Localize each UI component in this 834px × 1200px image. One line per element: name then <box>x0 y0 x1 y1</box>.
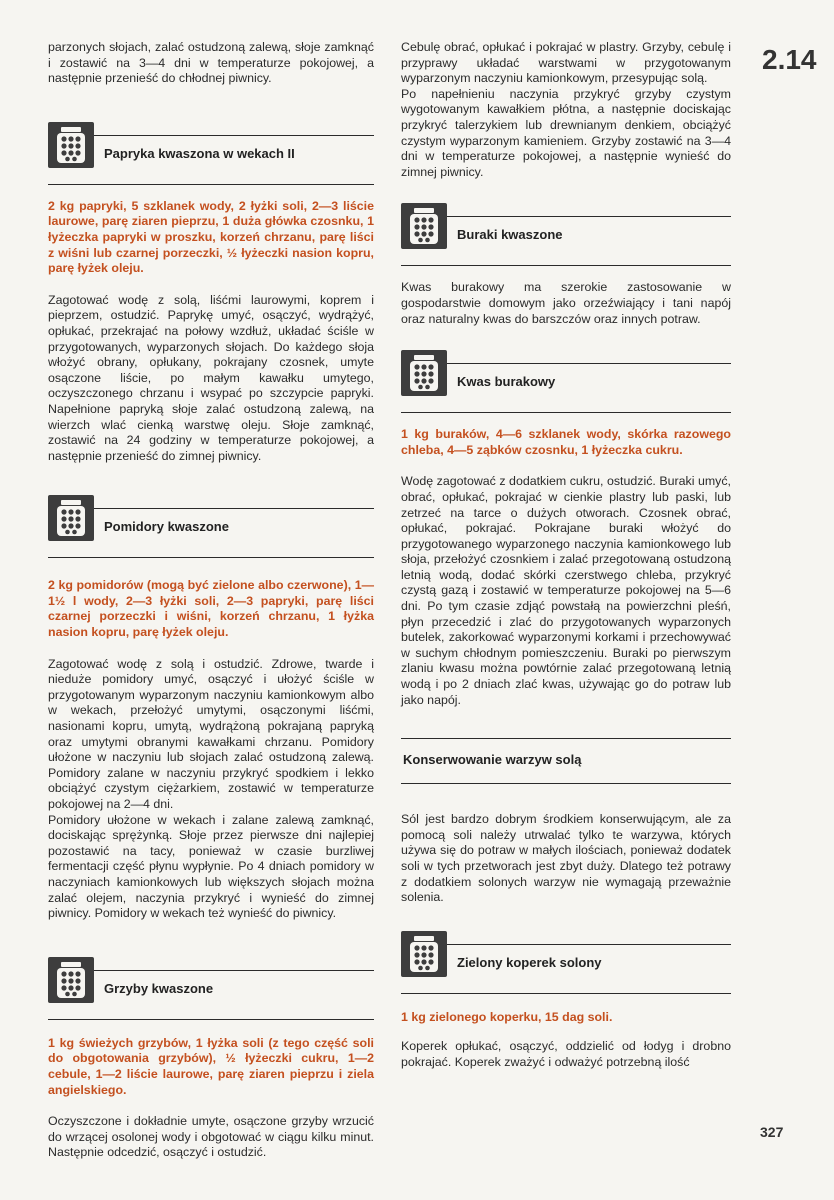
jar-icon <box>401 203 447 249</box>
right-column <box>401 40 731 1071</box>
section-header-grzyby <box>48 970 374 1020</box>
paragraph: Po napełnieniu naczynia przykryć grzyby czystym wygotowanym kawałkiem płótna, a następnie dociskając przykryć talerzykiem lub drewnianym denkiem, obciążyć czystym wyparzonym kamieniem. Grzyby zostawić na 3—4 dni w temperaturze pokojowej, a następnie wynieść do zimnej piwnicy. <box>401 86 731 179</box>
section-title: Zielony koperek solony <box>457 954 602 970</box>
ingredients: 2 kg papryki, 5 szklanek wody, 2 łyżki soli, 2—3 liście laurowe, parę ziaren pieprzu, 1 duża główka czosnku, 1 łyżeczka papryki w proszku, korzeń chrzanu, parę liści z wiśni lub czarnej porzeczki, ½ łyżeczki nasion kopru, parę łyżek oleju. <box>48 198 374 276</box>
section-title: Konserwowanie warzyw solą <box>403 752 582 768</box>
paragraph: Zagotować wodę z solą, liśćmi laurowymi, koprem i pieprzem, ostudzić. Paprykę umyć, osączyć, wydrążyć, opłukać, przekrajać na połowy wzdłuż, układać ściśle w przygotowanych, wyparzonych słojach. Do każdego słoja włożyć obrany, opłukany, pokrajany czosnek, umyte osączone liście, po małym kawałku umytego, oczyszczonego chrzanu i wsypać po szczypcie papryki. Napełnione papryką słoje zalać ostudzoną zalewą, na wierzch wlać cienką warstwę oleju. Słoje zamknąć, zostawić na 24 godziny w temperaturze pokojowej, a następnie przenieść do zimnej piwnicy. <box>48 292 374 463</box>
section-title: Grzyby kwaszone <box>104 980 214 996</box>
paragraph: Pomidory ułożone w wekach i zalane zalewą zamknąć, dociskając sprężynką. Słoje przez pierwsze dni najlepiej pozostawić na tacy, ponieważ w czasie burzliwej fermentacji część płynu wypłynie. Po 4 dniach pomidory w naczyniach kamionkowych lub większych słojach można zalać olejem, naczynia przykryć i wynieść do zimnej piwnicy. Pomidory w wekach też wynieść do piwnicy. <box>48 812 374 921</box>
left-column <box>48 40 374 1161</box>
jar-icon <box>48 495 94 541</box>
section-header-konserwowanie <box>401 738 731 784</box>
ingredients: 1 kg świeżych grzybów, 1 łyżka soli (z tego część soli do obgotowania grzybów), ½ łyżeczki cukru, 1—2 cebule, 1—2 liście laurowe, parę ziaren pieprzu i ziela angielskiego. <box>48 1035 374 1097</box>
ingredients: 2 kg pomidorów (mogą być zielone albo czerwone), 1—1½ l wody, 2—3 łyżki soli, 2—3 papryki, parę liści czarnej porzeczki i wiśni, korzeń chrzanu, 1 łyżka nasion kopru, parę łyżek oleju. <box>48 578 374 640</box>
paragraph: Kwas burakowy ma szerokie zastosowanie w gospodarstwie domowym jako orzeźwiający i tani napój oraz naturalny kwas do barszczów oraz innych potraw. <box>401 280 731 326</box>
section-header-papryka <box>48 135 374 185</box>
chapter-number: 2.14 <box>762 44 817 75</box>
paragraph: Zagotować wodę z solą i ostudzić. Zdrowe, twarde i nieduże pomidory umyć, osączyć i ułożyć ściśle w przygotowanym wyparzonym naczyniu kamionkowym albo w wekach, przełożyć umytymi, osączonymi liśćmi, nasionami kopru, umytą, wydrążoną pokrajaną papryką oraz umytymi obranymi kawałkami chrzanu. Pomidory ułożone w naczyniu lub słojach zalać ostudzoną zalewą. Pomidory zalane w naczyniu przykryć spodkiem i lekko obciążyć czystym ciężarkiem, zostawić w temperaturze pokojowej na 2—4 dni. <box>48 656 374 811</box>
paragraph: Wodę zagotować z dodatkiem cukru, ostudzić. Buraki umyć, obrać, opłukać, pokrajać w cienkie plastry lub paski, lub zetrzeć na tarce o dużych otworach. Czosnek obrać, opłukać, pokrajać. Pokrajane buraki włożyć do przygotowanego wyparzonego naczynia kamionkowego lub słoja, przełożyć czosnkiem i zalać przegotowaną ostudzoną letnią wodą, dodać skórki czerstwego chleba, przykryć czystą gazą i zostawić w temperaturze pokojowej na 5—6 dni. Po tym czasie zdjąć powstałą na powierzchni pleśń, płyn przecedzić i zlać do przygotowanych wyparzonych butelek, zakorkować wyparzonymi korkami i przechowywać w suchym chłodnym pomieszczeniu. Buraki po pierwszym zlaniu kwasu można powtórnie zalać przegotowaną letnią wodą i po 2 dniach zlać kwas, używając go do potraw lub jako napój. <box>401 474 731 707</box>
section-header-pomidory <box>48 508 374 558</box>
paragraph: Sól jest bardzo dobrym środkiem konserwującym, ale za pomocą soli należy utrwalać tylko te warzywa, których używa się do potraw w małych ilościach, ponieważ dodatek soli w tych przetworach jest zbyt duży. Dlatego też potrawy z dodatkiem solonych warzyw nie wymagają przeważnie solenia. <box>401 812 731 905</box>
jar-icon <box>48 122 94 168</box>
section-title: Pomidory kwaszone <box>104 519 229 535</box>
section-title: Buraki kwaszone <box>457 227 563 243</box>
jar-icon <box>401 931 447 977</box>
section-header-koperek <box>401 944 731 994</box>
ingredients: 1 kg zielonego koperku, 15 dag soli. <box>401 1009 613 1024</box>
section-title: Papryka kwaszona w wekach II <box>104 145 295 161</box>
section-header-kwas <box>401 363 731 413</box>
paragraph: Oczyszczone i dokładnie umyte, osączone grzyby wrzucić do wrzącej osolonej wody i obgotować w ciągu kilku minut. Następnie odcedzić, osączyć i ostudzić. <box>48 1114 374 1160</box>
jar-icon <box>401 350 447 396</box>
section-title: Kwas burakowy <box>457 374 556 390</box>
page-number: 327 <box>760 1124 784 1140</box>
paragraph: Cebulę obrać, opłukać i pokrajać w plastry. Grzyby, cebulę i przyprawy układać warstwami w przygotowanym wyparzonym naczyniu kamionkowym, przesypując solą. <box>401 40 731 86</box>
jar-icon <box>48 957 94 1003</box>
paragraph: Koperek opłukać, osączyć, oddzielić od łodyg i drobno pokrajać. Koperek zważyć i odważyć potrzebną ilość <box>401 1039 731 1069</box>
ingredients: 1 kg buraków, 4—6 szklanek wody, skórka razowego chleba, 4—5 ząbków czosnku, 1 łyżeczka cukru. <box>401 427 731 457</box>
paragraph: parzonych słojach, zalać ostudzoną zalewą, słoje zamknąć i zostawić na 3—4 dni w temperaturze pokojowej, a następnie przenieść do chłodnej piwnicy. <box>48 40 374 86</box>
section-header-buraki <box>401 216 731 266</box>
